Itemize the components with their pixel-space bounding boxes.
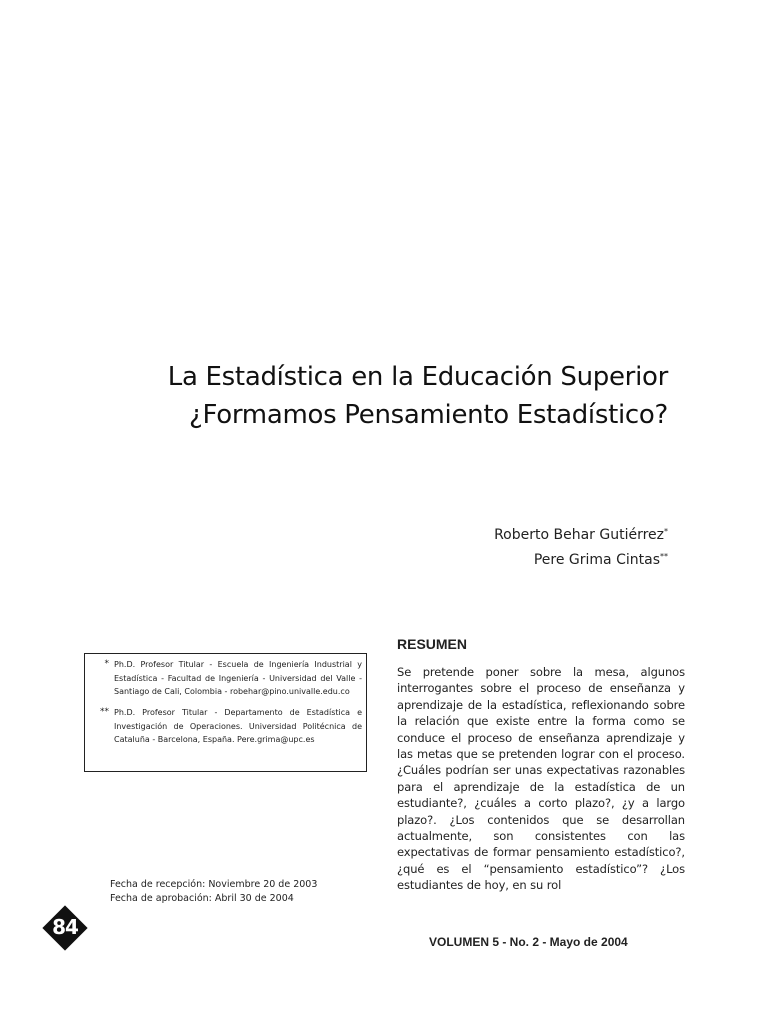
author-1-name: Roberto Behar Gutiérrez	[494, 527, 664, 543]
footnote-1-text: Ph.D. Profesor Titular - Escuela de Ingeniería Industrial y Estadística - Facultad de Ingeniería - Universidad del Valle - Santiago de Cali, Colombia - robehar@pino.univalle.edu.co	[114, 660, 362, 696]
footnote-2-mark: **	[100, 707, 109, 717]
page-number-badge	[42, 905, 88, 951]
article-title	[100, 358, 668, 434]
author-2-mark: **	[660, 552, 668, 561]
footnote-2-text: Ph.D. Profesor Titular - Departamento de Estadística e Investigación de Operaciones. Universidad Politécnica de Cataluña - Barcelona, España. Pere.grima@upc.es	[114, 708, 362, 744]
approved-date: Fecha de aprobación: Abril 30 de 2004	[110, 893, 294, 904]
author-2-name: Pere Grima Cintas	[533, 552, 660, 568]
author-1-mark: *	[664, 527, 668, 536]
page-number: 84	[52, 915, 78, 939]
title-line-1: La Estadística en la Educación Superior	[167, 362, 668, 392]
author-1	[380, 521, 668, 546]
author-2	[380, 546, 668, 571]
footnote-1-mark: *	[104, 659, 109, 669]
title-line-2: ¿Formamos Pensamiento Estadístico?	[189, 400, 668, 430]
volume-footer: VOLUMEN 5 - No. 2 - Mayo de 2004	[429, 935, 628, 949]
authors-block	[380, 521, 668, 571]
resumen-body: Se pretende poner sobre la mesa, algunos interrogantes sobre el proceso de enseñanza y aprendizaje de la estadística, reflexionando sobre la relación que existe entre la forma como se conduce el proceso de enseñanza aprendizaje y las metas que se pretenden lograr con el proceso.¿Cuáles podrían ser unas expectativas razonables para el aprendizaje de la estadística de un estudiante?, ¿cuáles a corto plazo?, ¿y a largo plazo?. ¿Los contenidos que se desarrollan actualmente, son consistentes con las expectativas de formar pensamiento estadístico?, ¿qué es el “pensamiento estadístico”? ¿Los estudiantes de hoy, en su rol	[397, 665, 685, 893]
dates-block	[110, 878, 370, 906]
received-date: Fecha de recepción: Noviembre 20 de 2003	[110, 879, 318, 890]
affiliations-box	[84, 653, 367, 772]
resumen-heading: RESUMEN	[397, 636, 468, 652]
